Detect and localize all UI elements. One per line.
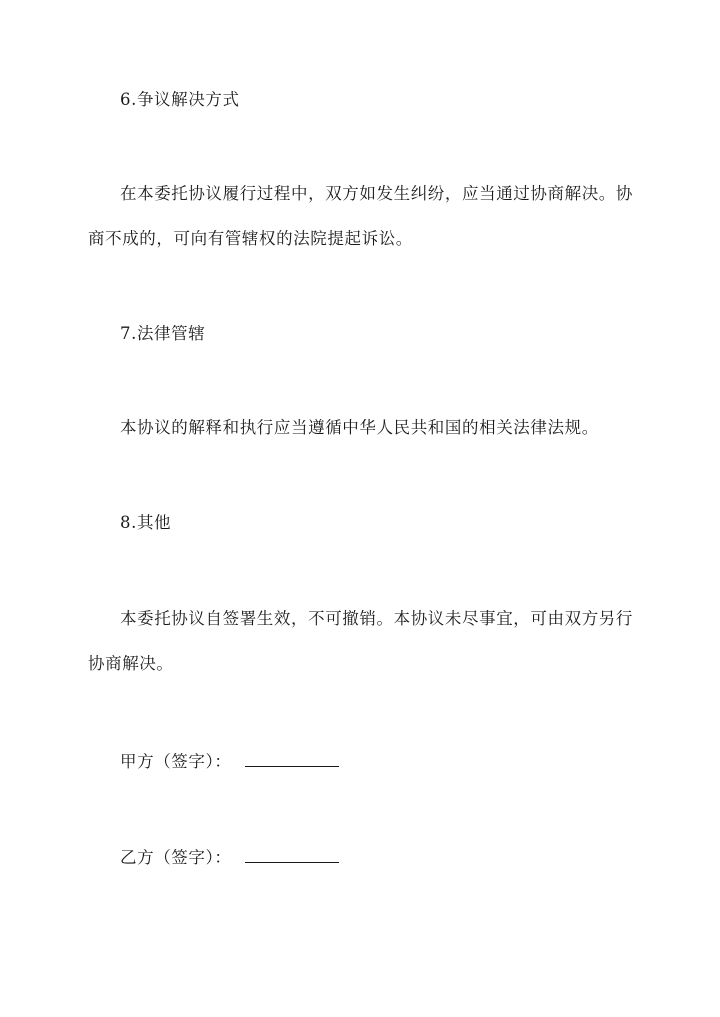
party-a-signature-blank[interactable] [245, 752, 339, 767]
party-a-signature-label: 甲方（签字）： [120, 752, 232, 771]
section-8-paragraph-line-1: 本委托协议自签署生效，不可撤销。本协议未尽事宜，可由双方另行 [120, 609, 633, 628]
party-a-signature-row [120, 752, 339, 771]
party-b-signature-label: 乙方（签字）： [120, 848, 232, 867]
party-b-signature-row [120, 848, 339, 867]
section-6-heading: 6.争议解决方式 [120, 90, 240, 109]
section-7-paragraph-line-1: 本协议的解释和执行应当遵循中华人民共和国的相关法律法规。 [120, 418, 599, 437]
section-6-paragraph-line-2: 商不成的，可向有管辖权的法院提起诉讼。 [88, 229, 413, 248]
party-b-signature-blank[interactable] [245, 848, 339, 863]
section-7-heading: 7.法律管辖 [120, 324, 206, 343]
section-8-heading: 8.其他 [120, 513, 172, 532]
section-8-paragraph-line-2: 协商解决。 [88, 654, 174, 673]
section-6-paragraph-line-1: 在本委托协议履行过程中，双方如发生纠纷，应当通过协商解决。协 [120, 184, 633, 203]
